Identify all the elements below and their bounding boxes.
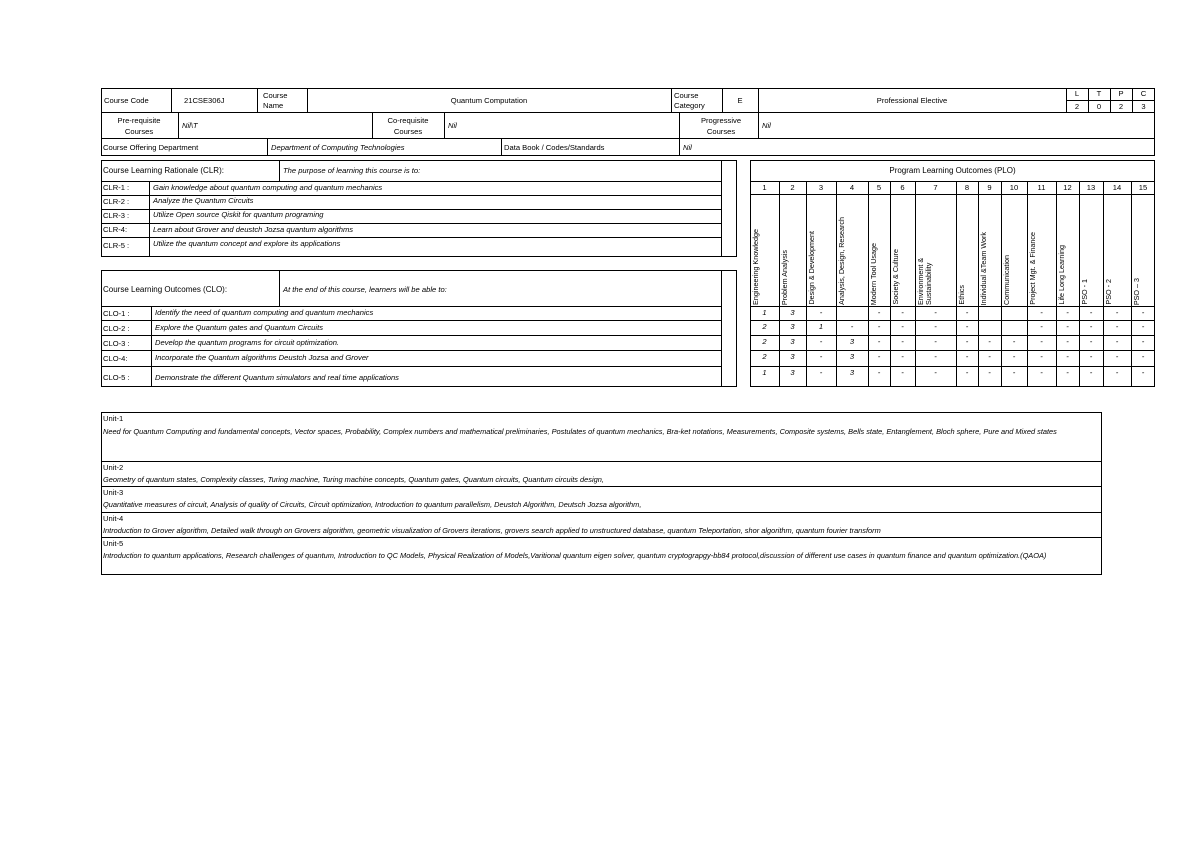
plo-cell: - [901, 368, 904, 377]
progressive-value: Nil [762, 121, 771, 130]
plo-number: 15 [1138, 183, 1148, 192]
plo-number: 12 [1063, 183, 1072, 192]
prereq-value: Nil\T [182, 121, 198, 130]
plo-cell: - [901, 322, 904, 331]
plo-cell: 3 [790, 337, 795, 346]
ltpc-value-p: 2 [1118, 102, 1124, 111]
plo-cell: - [1066, 322, 1069, 331]
course-name: Quantum Computation [450, 96, 528, 105]
category-type: Professional Elective [876, 96, 948, 105]
clo-code: CLO-4: [103, 354, 128, 363]
plo-cell: - [1012, 337, 1016, 346]
plo-cell: - [877, 368, 881, 377]
clr-intro: The purpose of learning this course is to: [283, 166, 421, 175]
plo-cell: - [1066, 308, 1069, 317]
plo-name: Individual &Team Work [979, 231, 988, 305]
offering-dept-label: Course Offering Department [103, 143, 199, 152]
ltpc-label-c: C [1140, 89, 1147, 98]
plo-cell: - [934, 352, 937, 361]
plo-cell: - [1089, 337, 1093, 346]
unit-title: Unit-2 [103, 463, 124, 472]
clr-text: Gain knowledge about quantum computing and quantum mechanics [153, 183, 383, 192]
progressive-label: Progressive Courses [700, 116, 742, 136]
offering-dept: Department of Computing Technologies [271, 143, 405, 152]
plo-cell: - [1141, 337, 1145, 346]
plo-cell: - [1012, 352, 1016, 361]
unit-text: Introduction to quantum applications, Research challenges of quantum, Introduction to QC Models, Physical Realization of Models,Varitional quantum eigen solver, quantum cryptograpgy-bb84 protocol,discussion of different use cases in quantum finance and quantum optimization.(QAOA) [103, 551, 1047, 560]
plo-cell: - [1040, 308, 1043, 317]
plo-number: 7 [933, 183, 938, 192]
plo-cell: - [965, 308, 969, 317]
clr-code: CLR-2 : [103, 197, 130, 206]
clo-code: CLO-1 : [103, 309, 130, 318]
plo-cell: 3 [849, 352, 855, 361]
ltpc-value-t: 0 [1096, 102, 1102, 111]
unit-text: Geometry of quantum states, Complexity classes, Turing machine, Turing machine concepts, Quantum gates, Quantum circuits, Quantum circuits design, [103, 475, 604, 484]
plo-cell: - [1066, 352, 1069, 361]
prerequisite-row [101, 112, 1155, 139]
plo-number: 4 [849, 183, 855, 192]
ltpc-label-t: T [1096, 89, 1102, 98]
plo-cell: - [965, 322, 969, 331]
department-row [101, 138, 1155, 156]
plo-cell: - [1141, 322, 1145, 331]
plo-name: Project Mgt. & Finance [1028, 232, 1037, 305]
plo-cell: - [1115, 368, 1119, 377]
plo-cell: - [850, 322, 854, 331]
clr-text: Utilize the quantum concept and explore its applications [153, 239, 341, 248]
clo-code: CLO-5 : [103, 373, 130, 382]
plo-cell: - [1040, 368, 1043, 377]
clo-code: CLO-3 : [103, 339, 130, 348]
clr-code: CLR-5 : [103, 241, 130, 250]
plo-heading: Program Learning Outcomes (PLO) [889, 166, 1016, 175]
unit-text: Quantitative measures of circuit, Analysis of quality of Circuits, Circuit optimization, Introduction to quantum parallelism, Deustch Algorithm, Deutsch Jozsa algorithm, [103, 500, 642, 509]
plo-cell: - [1115, 322, 1119, 331]
plo-cell: - [965, 352, 969, 361]
plo-cell: 2 [762, 337, 767, 346]
plo-cell: - [1115, 352, 1119, 361]
plo-cell: - [819, 337, 823, 346]
clo-text: Demonstrate the different Quantum simulators and real time applications [155, 373, 399, 382]
plo-cell: - [1040, 337, 1043, 346]
plo-cell: - [988, 337, 991, 346]
course-category: E [737, 96, 743, 105]
plo-name: PSO - 2 [1104, 279, 1113, 305]
course-name-label: Course Name [263, 91, 288, 110]
databook-value: Nil [683, 143, 692, 152]
plo-number: 2 [790, 183, 795, 192]
plo-cell: - [988, 368, 991, 377]
plo-name: Communication [1002, 255, 1011, 305]
clr-text: Utilize Open source Qiskit for quantum programing [153, 210, 324, 219]
plo-cell: - [1141, 352, 1145, 361]
plo-name: Environment & Sustainability [916, 257, 933, 305]
plo-cell: - [1040, 322, 1043, 331]
course-code: 21CSE306J [184, 96, 225, 105]
plo-cell: - [877, 337, 881, 346]
plo-cell: - [934, 322, 937, 331]
unit-title: Unit-4 [103, 514, 124, 523]
plo-number: 11 [1037, 183, 1046, 192]
plo-cell: - [1115, 337, 1119, 346]
unit-title: Unit-3 [103, 488, 124, 497]
unit-text: Introduction to Grover algorithm, Detailed walk through on Grovers algorithm, geometric visualization of Grovers iterations, grovers search applied to unstructured database, quantum Teleportation, shor algorithm, quantum fourier transform [103, 526, 881, 535]
clr-text: Learn about Grover and deustch Jozsa quantum algorithms [153, 225, 354, 234]
unit-title: Unit-5 [103, 539, 124, 548]
plo-name: Analysis, Design, Research [837, 217, 846, 305]
plo-cell: - [1066, 368, 1069, 377]
clr-code: CLR-4: [103, 225, 128, 234]
plo-cell: 1 [818, 322, 824, 331]
plo-cell: - [901, 337, 904, 346]
clr-code: CLR-1 : [103, 183, 130, 192]
plo-cell: 3 [849, 368, 855, 377]
plo-number: 9 [987, 183, 992, 192]
clo-text: Incorporate the Quantum algorithms Deustch Jozsa and Grover [155, 353, 369, 362]
plo-cell: - [965, 337, 969, 346]
plo-number: 14 [1112, 183, 1122, 192]
plo-number: 1 [762, 183, 767, 192]
plo-cell: - [934, 308, 937, 317]
ltpc-label-l: L [1074, 89, 1080, 98]
coreq-label: Co-requisite Courses [387, 116, 429, 136]
coreq-value: Nil [448, 121, 457, 130]
course-code-label: Course Code [104, 96, 149, 105]
plo-cell: - [1066, 337, 1069, 346]
plo-name: Problem Analysis [780, 249, 789, 305]
unit-text: Need for Quantum Computing and fundamental concepts, Vector spaces, Probability, Complex numbers and mathematical preliminaries, Postulates of quantum mechanics, Bra-ket notations, Measurements, Composite systems, Bells state, Entanglement, Bloch sphere, Pure and Mixed states [103, 427, 1057, 436]
plo-cell: - [934, 368, 937, 377]
plo-cell: 2 [762, 352, 767, 361]
clr-text: Analyze the Quantum Circuits [153, 196, 254, 205]
plo-cell: - [819, 352, 823, 361]
plo-cell: - [1040, 352, 1043, 361]
plo-cell: - [877, 352, 881, 361]
plo-name: Modern Tool Usage [869, 242, 878, 305]
plo-cell: - [1012, 368, 1016, 377]
clr-heading: Course Learning Rationale (CLR): [103, 166, 224, 175]
plo-cell: - [1141, 308, 1145, 317]
plo-cell: 1 [762, 368, 767, 377]
plo-name: Life Long Learning [1057, 245, 1066, 305]
plo-name: Engineering Knowledge [751, 229, 760, 305]
ltpc-value-l: 2 [1074, 102, 1080, 111]
plo-name: PSO – 3 [1132, 277, 1141, 305]
clo-code: CLO-2 : [103, 324, 130, 333]
plo-number: 3 [818, 183, 824, 192]
plo-number: 8 [964, 183, 970, 192]
plo-cell: 1 [762, 308, 767, 317]
plo-number: 13 [1086, 183, 1096, 192]
plo-cell: 3 [790, 308, 795, 317]
plo-cell: - [1089, 308, 1093, 317]
clr-code: CLR-3 : [103, 211, 130, 220]
plo-cell: - [901, 308, 904, 317]
plo-cell: - [965, 368, 969, 377]
plo-name: PSO - 1 [1080, 279, 1089, 305]
plo-number: 10 [1009, 183, 1019, 192]
plo-cell: - [877, 308, 881, 317]
plo-cell: 3 [790, 322, 795, 331]
plo-cell: - [988, 352, 991, 361]
course-category-label: Course Category [674, 91, 705, 110]
ltpc-value-c: 3 [1141, 102, 1146, 111]
plo-cell: - [1089, 352, 1093, 361]
plo-name: Design & Development [807, 231, 816, 305]
clo-heading: Course Learning Outcomes (CLO): [103, 285, 228, 294]
prereq-label: Pre-requisite Courses [117, 116, 161, 136]
plo-cell: - [819, 368, 823, 377]
plo-cell: - [877, 322, 881, 331]
clo-text: Explore the Quantum gates and Quantum Circuits [155, 323, 323, 332]
plo-cell: - [819, 308, 823, 317]
plo-cell: - [1089, 322, 1093, 331]
unit-title: Unit-1 [103, 414, 124, 423]
plo-cell: - [1115, 308, 1119, 317]
plo-cell: 2 [762, 322, 767, 331]
plo-cell: - [1089, 368, 1093, 377]
ltpc-label-p: P [1118, 89, 1124, 98]
plo-number: 5 [876, 183, 882, 192]
plo-cell: - [934, 337, 937, 346]
plo-name: Ethics [957, 285, 966, 305]
plo-cell: - [901, 352, 904, 361]
clo-intro: At the end of this course, learners will be able to: [283, 285, 447, 294]
plo-name: Society & Culture [891, 249, 900, 305]
plo-number: 6 [900, 183, 905, 192]
databook-label: Data Book / Codes/Standards [504, 143, 605, 152]
plo-cell: 3 [790, 352, 795, 361]
clo-text: Identify the need of quantum computing and quantum mechanics [155, 308, 374, 317]
clo-text: Develop the quantum programs for circuit optimization. [155, 338, 340, 347]
plo-cell: - [1141, 368, 1145, 377]
plo-cell: 3 [849, 337, 855, 346]
plo-cell: 3 [790, 368, 795, 377]
